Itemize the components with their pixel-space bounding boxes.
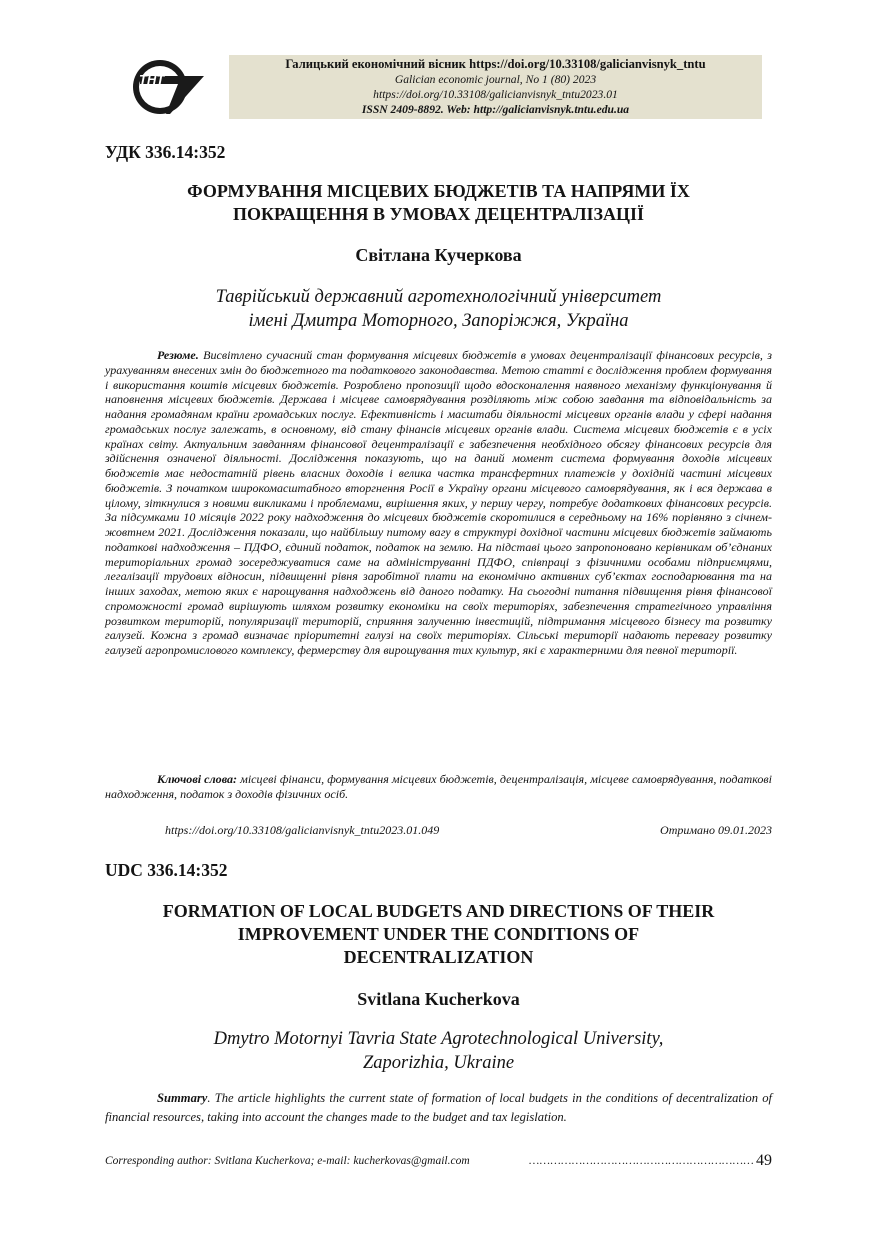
title-ua [105,180,772,226]
affiliation-ua-line1: Таврійський державний агротехнологічний університет [215,287,662,307]
affiliation-en-line1: Dmytro Motornyi Tavria State Agrotechnological University, [213,1029,664,1049]
page-footer [105,1151,772,1171]
corresponding-author: Corresponding author: Svitlana Kucherkova; e-mail: kucherkovas@gmail.com [105,1155,470,1167]
keywords-ua [105,772,772,802]
journal-logo [126,54,206,118]
udc-ua: УДК 336.14:352 [105,142,226,162]
author-ua: Світлана Кучеркова [355,245,522,265]
affiliation-en [105,1027,772,1075]
journal-name-line: Галицький економічний вісник https://doi.org/10.33108/galicianvisnyk_tntu [285,57,706,71]
title-en [105,900,772,969]
title-ua-line1: ФОРМУВАННЯ МІСЦЕВИХ БЮДЖЕТІВ ТА НАПРЯМИ ЇХ [187,181,690,201]
summary-en [105,1089,772,1127]
udc-en: UDC 336.14:352 [105,860,228,880]
affiliation-en-line2: Zaporizhia, Ukraine [362,1053,515,1073]
title-en-line2: IMPROVEMENT UNDER THE CONDITIONS OF [237,924,640,944]
footer-dot-leader: ……………………………………………………… [529,1155,755,1167]
journal-issue-line: Galician economic journal, No 1 (80) 2023 [394,73,597,86]
affiliation-ua-line2: імені Дмитра Моторного, Запоріжжя, Україна [248,311,629,331]
journal-doi-line: https://doi.org/10.33108/galicianvisnyk_tntu2023.01 [373,88,618,101]
abstract-label: Резюме. [157,348,199,362]
abstract-text: Висвітлено сучасний стан формування місцевих бюджетів в умовах децентралізації фінансових ресурсів, з урахуванням внесених змін до бюджетного та податкового законодавства. Метою статті є дослідження проблем формування і використання коштів місцевих бюджетів. Розроблено пропозиції щодо вдосконалення наявного механізму функціонування й наповнення місцевих бюджетів. Держава і місцеве самоврядування розділяють між собою завдання та відповідальність за надання громадянам країни громадських послуг. Ефективність і масштаби діяльності місцевих органів влади у сфері надання громадських послуг залежать, в основному, від стану фінансів місцевих органів влади. Система місцевих бюджетів є в усіх країнах світу. Актуальним завданням фінансової децентралізації є забезпечення необхідного обсягу фінансових ресурсів для здійснення означеної діяльності. Дослідження показують, що на даний момент система формування доходів місцевих бюджетів має недостатній рівень власних доходів і велика частка трансфертних платежів у дохідній частині місцевих бюджетів. З початком широкомасштабного вторгнення Росії в Україну органи місцевого самоврядування, як і вся держава в цілому, зіткнулися з новими викликами і проблемами, вирішення яких, у першу чергу, потребує додаткових фінансових ресурсів. За підсумками 10 місяців 2022 року надходження до місцевих бюджетів скоротилися в середньому на 16% порівняно з січнем-жовтнем 2021. Дослідження показали, що найбільшу питому вагу в структурі дохідної частини місцевих бюджетів займають податкові надходження – ПДФО, єдиний податок, податок на землю. На підставі цього запропоновано керівникам об’єднаних територіальних громад зосереджуватися саме на адмініструванні ПДФО, співпраці з фізичними особами підприємцями, легалізації трудових відносин, підвищенні рівня заробітної плати на економічно активних суб’єктах господарювання та на інших заходах, метою яких є нарощування надходжень від даного податку. На сьогодні питання підвищення рівня фінансової спроможності громад вирішують шляхом розвитку економіки на своїх територіях, забезпечення стратегічного управління розвитком територій, популяризації територій, сприяння залученню інвестицій, підтримання місцевого бізнесу та розвитку галузей. Кожна з громад визначає пріоритетні галузі на своїх територіях. Сільські території надають перевагу розвитку галузей агропромислового комплексу, фермерству для вирощування тих культур, які є характерними для певної території. [105,348,772,657]
svg-text:ТНТ: ТНТ [139,72,165,87]
summary-text: . The article highlights the current state of formation of local budgets in the conditions of decentralization of financial resources, taking into account the changes made to the budget and tax legislation. [105,1091,772,1124]
received-date: Отримано 09.01.2023 [660,823,772,837]
article-doi-link[interactable]: https://doi.org/10.33108/galicianvisnyk_tntu2023.01.049 [165,823,440,837]
keywords-label: Ключові слова: [157,772,238,786]
abstract-ua [105,348,772,658]
page-number: 49 [756,1152,772,1169]
title-en-line1: FORMATION OF LOCAL BUDGETS AND DIRECTIONS OF THEIR [162,901,715,921]
title-ua-line2: ПОКРАЩЕННЯ В УМОВАХ ДЕЦЕНТРАЛІЗАЦІЇ [232,204,645,224]
summary-label: Summary [157,1091,208,1105]
journal-header [229,55,762,119]
article-doi-row [105,823,772,838]
author-en: Svitlana Kucherkova [357,989,520,1009]
affiliation-ua [105,285,772,333]
journal-issn-line: ISSN 2409-8892. Web: http://galicianvisnyk.tntu.edu.ua [361,103,630,116]
title-en-line3: DECENTRALIZATION [343,947,534,967]
keywords-text: місцеві фінанси, формування місцевих бюджетів, децентралізація, місцеве самоврядування, податкові надходження, податок з доходів фізичних осіб. [105,772,772,801]
